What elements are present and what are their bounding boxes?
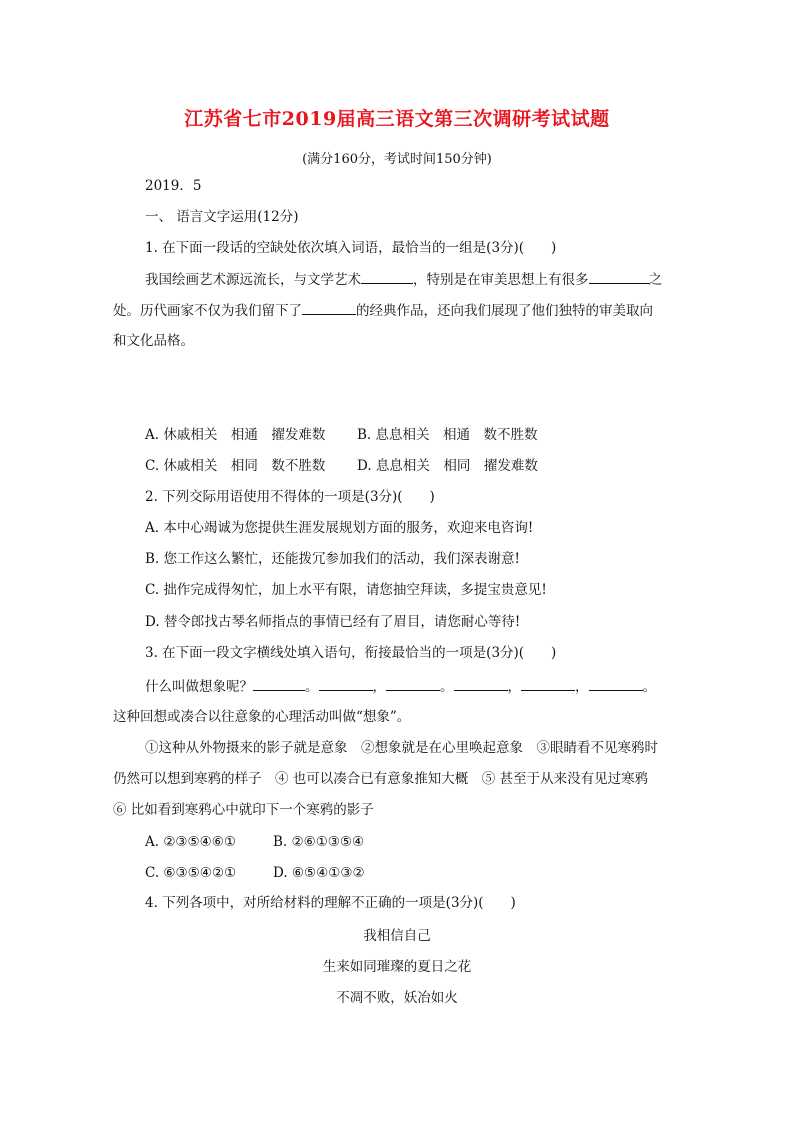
option-b: B. 您工作这么繁忙，还能拨冗参加我们的活动，我们深表谢意!	[145, 551, 520, 567]
option-a: A. 休戚相关 相通 擢发难数	[145, 427, 326, 443]
option-c: C. 拙作完成得匆忙，加上水平有限，请您抽空拜读，多提宝贵意见!	[145, 582, 547, 598]
answer-blank[interactable]	[302, 300, 356, 315]
question-3-passage: 这种回想或凑合以往意象的心理活动叫做“想象”。	[113, 709, 411, 725]
answer-blank[interactable]	[386, 676, 440, 691]
poem-line-1: 我相信自己	[363, 928, 431, 944]
question-3-items-line-2: 仍然可以想到寒鸦的样子 ④ 也可以凑合已有意象推知大概 ⑤ 甚至于从来没有见过寒鸦	[113, 771, 649, 787]
question-1-passage-line-3: 和文化品格。	[113, 333, 194, 349]
passage-text: 之	[648, 272, 662, 288]
passage-text: 的经典作品，还向我们展现了他们独特的审美取向	[356, 303, 653, 319]
question-3-blanks-line: 什么叫做想象呢？ 。 ， 。 ， ， 。	[145, 676, 656, 697]
passage-text: 我国绘画艺术源远流长，与文学艺术	[145, 272, 361, 288]
option-b: B. ②⑥①③⑤④	[273, 834, 365, 850]
question-1-stem: 1. 在下面一段话的空缺处依次填入词语，最恰当的一组是(3分)( )	[145, 240, 557, 256]
answer-blank[interactable]	[589, 676, 643, 691]
answer-blank[interactable]	[319, 676, 373, 691]
exam-info: (满分160分，考试时间150分钟)	[302, 152, 492, 167]
exam-date: 2019．5	[145, 178, 202, 194]
option-d: D. ⑥⑤④①③②	[273, 865, 365, 881]
poem-line-3: 不凋不败，妖冶如火	[336, 990, 458, 1006]
question-3-stem: 3. 在下面一段文字横线处填入语句，衔接最恰当的一项是(3分)( )	[145, 645, 557, 661]
page-title: 江苏省七市2019届高三语文第三次调研考试试题	[184, 108, 610, 130]
question-3-items-line-1: ①这种从外物摄来的影子就是意象 ②想象就是在心里唤起意象 ③眼睛看不见寒鸦时	[145, 740, 658, 756]
question-3-items-line-3: ⑥ 比如看到寒鸦心中就印下一个寒鸦的影子	[113, 802, 374, 818]
answer-blank[interactable]	[521, 676, 575, 691]
passage-text: ，特别是在审美思想上有很多	[413, 272, 589, 288]
answer-blank[interactable]	[361, 269, 413, 284]
option-a: A. ②③⑤④⑥①	[145, 834, 236, 850]
question-4-stem: 4. 下列各项中，对所给材料的理解不正确的一项是(3分)( )	[145, 895, 516, 911]
option-d: D. 息息相关 相同 擢发难数	[357, 458, 538, 474]
poem-line-2: 生来如同璀璨的夏日之花	[322, 959, 472, 975]
question-2-stem: 2. 下列交际用语使用不得体的一项是(3分)( )	[145, 489, 435, 505]
question-1-passage-line-2	[113, 300, 653, 321]
answer-blank[interactable]	[253, 676, 305, 691]
answer-blank[interactable]	[454, 676, 508, 691]
answer-blank[interactable]	[589, 269, 649, 284]
question-1-passage-line-1	[145, 269, 662, 290]
option-d: D. 替令郎找古琴名师指点的事情已经有了眉目，请您耐心等待!	[145, 614, 521, 630]
option-a: A. 本中心竭诚为您提供生涯发展规划方面的服务，欢迎来电咨询!	[145, 520, 534, 536]
passage-text: 处。历代画家不仅为我们留下了	[113, 303, 302, 319]
option-c: C. 休戚相关 相同 数不胜数	[145, 458, 326, 474]
option-b: B. 息息相关 相通 数不胜数	[357, 427, 538, 443]
option-c: C. ⑥③⑤④②①	[145, 865, 237, 881]
section-heading: 一、 语言文字运用(12分)	[145, 209, 299, 225]
passage-text: 什么叫做想象呢？	[145, 679, 253, 695]
